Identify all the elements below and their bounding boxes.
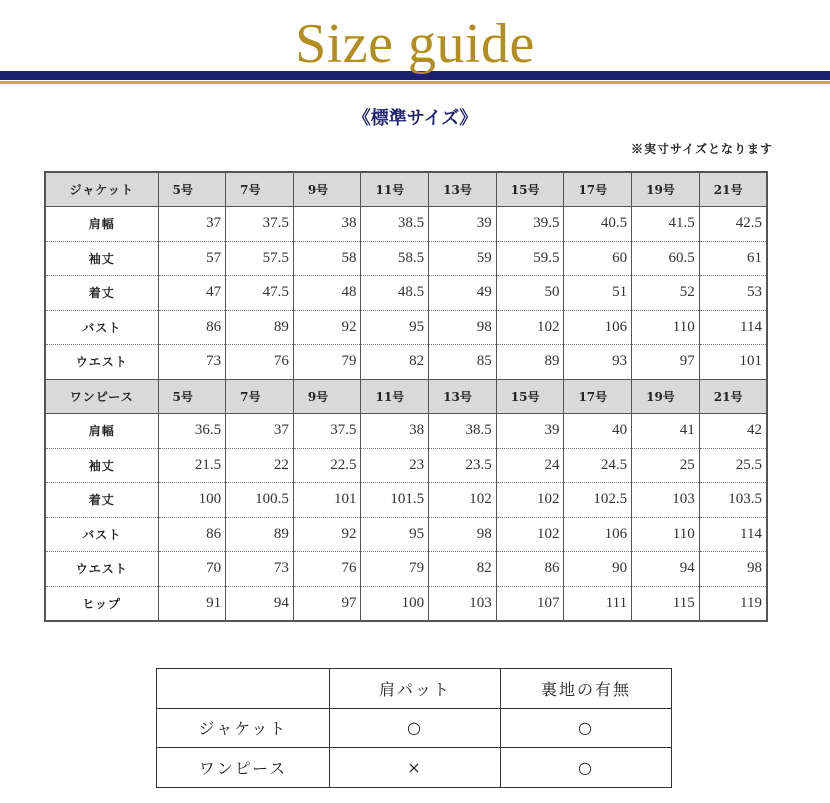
table-row	[45, 276, 767, 311]
measurement-label: 着丈	[45, 276, 158, 311]
measurement-value: 89	[496, 345, 564, 380]
measurement-value: 94	[632, 552, 700, 587]
measurement-value: 51	[564, 276, 632, 311]
onepiece-header-row	[45, 379, 767, 414]
measurement-value: 58	[293, 241, 361, 276]
measurement-value: 86	[158, 310, 226, 345]
measurement-value: 82	[361, 345, 429, 380]
measurement-label: 袖丈	[45, 241, 158, 276]
measurement-value: 91	[158, 586, 226, 621]
measurement-value: 114	[699, 517, 767, 552]
measurement-value: 102	[496, 483, 564, 518]
measurement-value: 47.5	[226, 276, 294, 311]
measurement-value: 93	[564, 345, 632, 380]
measurement-value: 57	[158, 241, 226, 276]
measurement-value: 102	[429, 483, 497, 518]
measurement-value: 24	[496, 448, 564, 483]
measurement-value: 103.5	[699, 483, 767, 518]
size-header-cell: 9号	[293, 172, 361, 207]
measurement-value: 59.5	[496, 241, 564, 276]
table-row	[45, 448, 767, 483]
size-header-cell: 11号	[361, 172, 429, 207]
size-header-cell: 19号	[632, 172, 700, 207]
measurement-value: 110	[632, 517, 700, 552]
measurement-value: 40.5	[564, 207, 632, 242]
measurement-value: 107	[496, 586, 564, 621]
features-shoulder-pad-value: ○	[330, 708, 501, 748]
size-header-cell: 17号	[564, 172, 632, 207]
features-lining-value: ○	[501, 748, 672, 788]
measurement-label: 肩幅	[45, 207, 158, 242]
size-header-cell: 13号	[429, 379, 497, 414]
measurement-value: 25	[632, 448, 700, 483]
measurement-value: 95	[361, 517, 429, 552]
measurement-value: 49	[429, 276, 497, 311]
measurement-value: 102.5	[564, 483, 632, 518]
measurement-value: 52	[632, 276, 700, 311]
measurement-value: 48.5	[361, 276, 429, 311]
measurement-value: 59	[429, 241, 497, 276]
measurement-value: 48	[293, 276, 361, 311]
measurement-value: 106	[564, 517, 632, 552]
measurement-value: 60.5	[632, 241, 700, 276]
measurement-value: 36.5	[158, 414, 226, 449]
size-header-cell: 15号	[496, 172, 564, 207]
measurement-value: 42.5	[699, 207, 767, 242]
table-row	[45, 517, 767, 552]
features-row-label: ワンピース	[157, 748, 330, 788]
jacket-header-row	[45, 172, 767, 207]
table-row	[45, 207, 767, 242]
measurement-value: 100	[361, 586, 429, 621]
measurement-label: バスト	[45, 310, 158, 345]
table-row	[45, 414, 767, 449]
measurement-value: 89	[226, 517, 294, 552]
measurement-value: 58.5	[361, 241, 429, 276]
measurement-value: 38.5	[361, 207, 429, 242]
measurement-value: 110	[632, 310, 700, 345]
measurement-value: 90	[564, 552, 632, 587]
measurement-value: 114	[699, 310, 767, 345]
measurement-value: 97	[632, 345, 700, 380]
size-header-cell: 11号	[361, 379, 429, 414]
measurement-value: 82	[429, 552, 497, 587]
measurement-value: 101	[293, 483, 361, 518]
measurement-value: 23	[361, 448, 429, 483]
measurement-value: 79	[361, 552, 429, 587]
measurement-value: 101	[699, 345, 767, 380]
measurement-note: ※実寸サイズとなります	[630, 142, 773, 156]
features-row-jacket	[157, 708, 672, 748]
measurement-value: 38	[293, 207, 361, 242]
measurement-value: 101.5	[361, 483, 429, 518]
measurement-value: 100	[158, 483, 226, 518]
measurement-value: 47	[158, 276, 226, 311]
measurement-value: 79	[293, 345, 361, 380]
measurement-value: 102	[496, 517, 564, 552]
features-header-lining: 裏地の有無	[501, 669, 672, 709]
table-row	[45, 483, 767, 518]
measurement-value: 92	[293, 517, 361, 552]
size-header-cell: 7号	[226, 172, 294, 207]
measurement-label: ウエスト	[45, 345, 158, 380]
features-header-blank	[157, 669, 330, 709]
features-table	[156, 668, 672, 788]
features-row-onepiece	[157, 748, 672, 788]
measurement-value: 103	[429, 586, 497, 621]
measurement-value: 86	[496, 552, 564, 587]
measurement-value: 86	[158, 517, 226, 552]
measurement-value: 23.5	[429, 448, 497, 483]
measurement-value: 85	[429, 345, 497, 380]
measurement-value: 61	[699, 241, 767, 276]
size-header-cell: 7号	[226, 379, 294, 414]
measurement-value: 98	[699, 552, 767, 587]
measurement-value: 76	[226, 345, 294, 380]
measurement-value: 94	[226, 586, 294, 621]
measurement-value: 39	[496, 414, 564, 449]
measurement-value: 25.5	[699, 448, 767, 483]
measurement-value: 37.5	[293, 414, 361, 449]
measurement-value: 38.5	[429, 414, 497, 449]
size-header-cell: 17号	[564, 379, 632, 414]
measurement-value: 98	[429, 310, 497, 345]
measurement-label: 肩幅	[45, 414, 158, 449]
measurement-value: 119	[699, 586, 767, 621]
measurement-value: 41.5	[632, 207, 700, 242]
measurement-value: 97	[293, 586, 361, 621]
measurement-value: 89	[226, 310, 294, 345]
measurement-value: 37	[158, 207, 226, 242]
page-title: Size guide	[295, 13, 535, 75]
size-header-cell: 21号	[699, 379, 767, 414]
measurement-value: 60	[564, 241, 632, 276]
measurement-label: ヒップ	[45, 586, 158, 621]
size-header-cell: 19号	[632, 379, 700, 414]
size-header-cell: 21号	[699, 172, 767, 207]
measurement-value: 50	[496, 276, 564, 311]
table-row	[45, 552, 767, 587]
measurement-value: 39.5	[496, 207, 564, 242]
measurement-value: 98	[429, 517, 497, 552]
size-table	[44, 171, 768, 622]
measurement-value: 70	[158, 552, 226, 587]
measurement-value: 22	[226, 448, 294, 483]
size-header-cell: 5号	[158, 379, 226, 414]
measurement-value: 102	[496, 310, 564, 345]
measurement-value: 92	[293, 310, 361, 345]
table-row	[45, 310, 767, 345]
measurement-value: 37	[226, 414, 294, 449]
measurement-value: 42	[699, 414, 767, 449]
section-subtitle: 《標準サイズ》	[352, 108, 478, 129]
measurement-value: 21.5	[158, 448, 226, 483]
measurement-label: 着丈	[45, 483, 158, 518]
features-header-row	[157, 669, 672, 709]
jacket-section-label: ジャケット	[45, 172, 158, 207]
table-row	[45, 586, 767, 621]
size-header-cell: 5号	[158, 172, 226, 207]
features-lining-value: ○	[501, 708, 672, 748]
measurement-value: 73	[158, 345, 226, 380]
measurement-value: 40	[564, 414, 632, 449]
measurement-label: 袖丈	[45, 448, 158, 483]
features-row-label: ジャケット	[157, 708, 330, 748]
measurement-value: 38	[361, 414, 429, 449]
measurement-value: 73	[226, 552, 294, 587]
measurement-label: ウエスト	[45, 552, 158, 587]
features-shoulder-pad-value: ×	[330, 748, 501, 788]
measurement-value: 103	[632, 483, 700, 518]
measurement-value: 100.5	[226, 483, 294, 518]
measurement-value: 37.5	[226, 207, 294, 242]
measurement-value: 53	[699, 276, 767, 311]
table-row	[45, 345, 767, 380]
measurement-value: 39	[429, 207, 497, 242]
measurement-value: 95	[361, 310, 429, 345]
measurement-value: 115	[632, 586, 700, 621]
measurement-label: バスト	[45, 517, 158, 552]
features-header-shoulder-pad: 肩パット	[330, 669, 501, 709]
header-band-gold	[0, 81, 830, 84]
table-row	[45, 241, 767, 276]
measurement-value: 57.5	[226, 241, 294, 276]
measurement-value: 41	[632, 414, 700, 449]
measurement-value: 76	[293, 552, 361, 587]
measurement-value: 106	[564, 310, 632, 345]
size-header-cell: 13号	[429, 172, 497, 207]
measurement-value: 111	[564, 586, 632, 621]
measurement-value: 22.5	[293, 448, 361, 483]
measurement-value: 24.5	[564, 448, 632, 483]
onepiece-section-label: ワンピース	[45, 379, 158, 414]
size-header-cell: 15号	[496, 379, 564, 414]
size-header-cell: 9号	[293, 379, 361, 414]
